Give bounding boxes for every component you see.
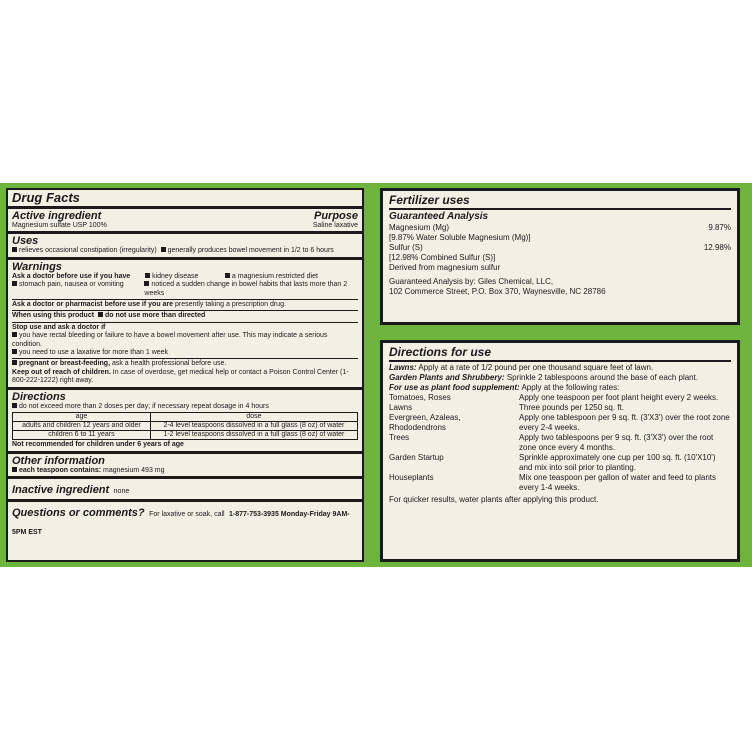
stop-use-item: you need to use a laxative for more than 1 week bbox=[19, 349, 169, 357]
questions-heading: Questions or comments? bbox=[12, 506, 145, 519]
questions-text: For laxative or soak, call bbox=[149, 510, 225, 518]
plant-type: Evergreen, Azaleas, Rhododendrons bbox=[389, 413, 461, 432]
magnesium-label: Magnesium (Mg) bbox=[389, 223, 450, 232]
plant-type: Houseplants bbox=[389, 473, 434, 482]
ask-pharmacist-text: presently taking a prescription drug. bbox=[175, 301, 286, 309]
uses-heading: Uses bbox=[12, 235, 39, 248]
magnesium-value: 9.87% bbox=[708, 223, 731, 232]
inactive-text: none bbox=[113, 487, 130, 495]
not-recommended: Not recommended for children under 6 years of age bbox=[12, 441, 184, 449]
active-ingredient: Magnesium sulfate USP 100% bbox=[12, 222, 107, 229]
address: 102 Commerce Street, P.O. Box 370, Waynesville, NC 28786 bbox=[389, 287, 606, 296]
list-item bbox=[389, 473, 731, 493]
ask-doctor-heading: Ask a doctor before use if you have bbox=[12, 272, 131, 280]
plant-rate: Sprinkle approximately one cup per 100 sq. ft. (10'X10') and mix into soil prior to planting. bbox=[519, 453, 716, 472]
ask-doctor-item: a magnesium restricted diet bbox=[231, 272, 318, 280]
pregnant-heading: pregnant or breast-feeding, bbox=[19, 360, 111, 368]
directions-use-title: Directions for use bbox=[389, 345, 492, 359]
ask-doctor-block bbox=[12, 273, 358, 298]
table-row bbox=[13, 431, 358, 440]
lawns-text: Apply at a rate of 1/2 pound per one thousand square feet of lawn. bbox=[418, 363, 654, 372]
dose-age: adults and children 12 years and older bbox=[13, 422, 151, 431]
list-item bbox=[389, 433, 731, 453]
dose-table-header: age bbox=[13, 413, 151, 422]
directions-use-panel bbox=[380, 340, 740, 562]
plant-type: Tomatoes, Roses bbox=[389, 393, 451, 402]
sulfur-note: [12.98% Combined Sulfur (S)] bbox=[389, 253, 496, 262]
drug-facts-title: Drug Facts bbox=[12, 190, 80, 205]
uses-item: generally produces bowel movement in 1/2 to 6 hours bbox=[167, 247, 334, 255]
analysis-by: Guaranteed Analysis by: Giles Chemical, LLC, bbox=[389, 277, 554, 286]
plant-type: Trees bbox=[389, 433, 410, 442]
drug-facts-panel bbox=[6, 188, 364, 562]
pregnant-text: ask a health professional before use. bbox=[111, 360, 227, 368]
ask-doctor-item: kidney disease bbox=[152, 272, 199, 280]
when-using-item: do not use more than directed bbox=[104, 312, 206, 320]
other-info-heading: Other information bbox=[12, 454, 105, 467]
directions-footer: For quicker results, water plants after applying this product. bbox=[389, 495, 599, 504]
lawns-heading: Lawns: bbox=[389, 363, 417, 372]
purpose: Saline laxative bbox=[312, 222, 358, 229]
garden-heading: Garden Plants and Shrubbery: bbox=[389, 373, 505, 382]
fertilizer-title: Fertilizer uses bbox=[389, 193, 470, 207]
table-row bbox=[13, 422, 358, 431]
uses-list bbox=[12, 247, 358, 255]
sulfur-label: Sulfur (S) bbox=[389, 243, 423, 252]
magnesium-note: [9.87% Water Soluble Magnesium (Mg)] bbox=[389, 233, 531, 242]
ask-doctor-item: noticed a sudden change in bowel habits that lasts more than 2 weeks bbox=[144, 281, 348, 297]
warnings-heading: Warnings bbox=[12, 260, 62, 273]
active-ingredient-heading: Active ingredient bbox=[12, 210, 102, 222]
dose-table-header: dose bbox=[150, 413, 357, 422]
analysis-heading: Guaranteed Analysis bbox=[389, 211, 489, 222]
list-item bbox=[389, 453, 731, 473]
dose-amount: 1-2 level teaspoons dissolved in a full glass (8 oz) of water bbox=[150, 431, 357, 440]
plant-rate: Three pounds per 1250 sq. ft. bbox=[519, 403, 624, 412]
plant-type: Lawns bbox=[389, 403, 413, 412]
stop-use-item: you have rectal bleeding or failure to have a bowel movement after use. This may indicate a serious condition. bbox=[12, 332, 328, 348]
plant-rate: Apply one tablespoon per 9 sq. ft. (3'X3') over the root zone every 2-4 weeks. bbox=[519, 413, 730, 432]
questions-phone: 1-877-753-3935 Monday-Friday 9AM-5PM EST bbox=[12, 510, 350, 536]
purpose-heading: Purpose bbox=[313, 210, 358, 222]
stop-use-heading: Stop use and ask a doctor if bbox=[12, 323, 106, 331]
dose-age: children 6 to 11 years bbox=[13, 431, 151, 440]
when-using-heading: When using this product bbox=[12, 312, 95, 320]
dose-table bbox=[12, 412, 358, 440]
ask-doctor-item: stomach pain, nausea or vomiting bbox=[19, 281, 124, 289]
ask-pharmacist-heading: Ask a doctor or pharmacist before use if you are bbox=[12, 301, 174, 309]
list-item bbox=[389, 393, 731, 403]
list-item bbox=[389, 403, 731, 413]
sulfur-value: 12.98% bbox=[703, 243, 731, 252]
plant-food-text: Apply at the following rates: bbox=[521, 383, 620, 392]
uses-item: relieves occasional constipation (irregularity) bbox=[19, 247, 157, 255]
other-info-text: magnesium 493 mg bbox=[103, 466, 165, 474]
plant-rate: Apply one teaspoon per foot plant height every 2 weeks. bbox=[519, 393, 719, 402]
plant-food-heading: For use as plant food supplement: bbox=[389, 383, 520, 392]
plant-rate: Apply two tablespoons per 9 sq. ft. (3'X3') over the root zone once every 4 months. bbox=[519, 433, 714, 452]
inactive-heading: Inactive ingredient bbox=[12, 483, 110, 496]
plant-type: Garden Startup bbox=[389, 453, 444, 462]
derived-from: Derived from magnesium sulfur bbox=[389, 263, 501, 272]
garden-text: Sprinkle 2 tablespoons around the base of each plant. bbox=[506, 373, 699, 382]
plant-rate: Mix one teaspoon per gallon of water and feed to plants every 1-4 weeks. bbox=[519, 473, 717, 492]
directions-item: do not exceed more than 2 doses per day; if necessary repeat dosage in 4 hours bbox=[19, 402, 269, 410]
fertilizer-panel bbox=[380, 188, 740, 325]
directions-heading: Directions bbox=[12, 390, 66, 403]
other-info-label: each teaspoon contains: bbox=[19, 466, 102, 474]
list-item bbox=[389, 413, 731, 433]
dose-amount: 2-4 level teaspoons dissolved in a full glass (8 oz) of water bbox=[150, 422, 357, 431]
keep-out-text: In case of overdose, get medical help or contact a Poison Control Center (1-800-222-1222) right away. bbox=[12, 368, 349, 385]
keep-out-heading: Keep out of reach of children. bbox=[12, 368, 111, 376]
